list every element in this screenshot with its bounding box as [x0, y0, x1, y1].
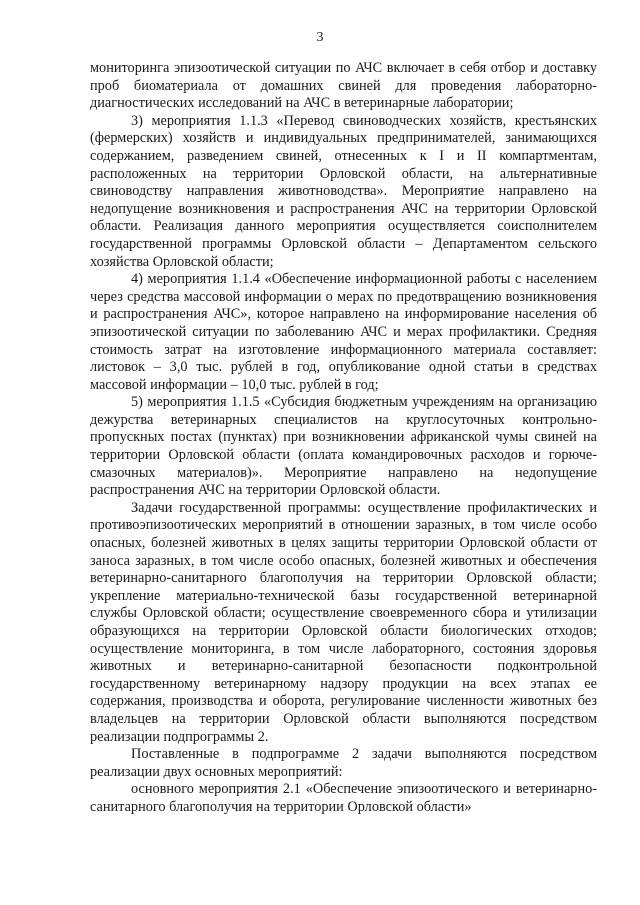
paragraph-measure-1-1-4: 4) мероприятия 1.1.4 «Обеспечение информационной работы с населением через средства массовой информации о мерах по предотвращению возникновения и распространения АЧС», которое направлено на информирование населения об эпизоотической ситуации по заболеванию АЧС и мерах профилактики. Средняя стоимость затрат на изготовление информационного материала составляет: листовок – 3,0 тыс. рублей в год, опубликование одной статьи в средствах массовой информации – 10,0 тыс. рублей в год;: [90, 271, 597, 393]
paragraph-measure-1-1-3: 3) мероприятия 1.1.3 «Перевод свиноводческих хозяйств, крестьянских (фермерских) хозяйств и индивидуальных предпринимателей, занимающихся содержанием, разведением свиней, отнесенных к I и II компартментам, расположенных на территории Орловской области, на альтернативные свиноводству направления животноводства». Мероприятие направлено на недопущение возникновения и распространения АЧС на территории Орловской области. Реализация данного мероприятия осуществляется соисполнителем государственной программы Орловской области – Департаментом сельского хозяйства Орловской области;: [90, 112, 597, 270]
paragraph-program-tasks: Задачи государственной программы: осуществление профилактических и противоэпизоотических мероприятий в отношении заразных, в том числе особо опасных, болезней животных в целях защиты территории Орловской области от заноса заразных, в том числе особо опасных, болезней животных и обеспечения ветеринарно-санитарного благополучия на территории Орловской области; укрепление материально-технической базы государственной ветеринарной службы Орловской области; осуществление своевременного сбора и утилизации образующихся на территории Орловской области биологических отходов; осуществление мониторинга, в том числе лабораторного, состояния здоровья животных и ветеринарно-санитарной безопасности подконтрольной государственному ветеринарному надзору продукции на всех этапах ее содержания, производства и оборота, регулирование численности животных без владельцев на территории Орловской области выполняются посредством реализации подпрограммы 2.: [90, 499, 597, 745]
paragraph-main-measure-2-1: основного мероприятия 2.1 «Обеспечение эпизоотического и ветеринарно-санитарного благополучия на территории Орловской области»: [90, 781, 597, 815]
paragraph-subprogram-2-tasks: Поставленные в подпрограмме 2 задачи выполняются посредством реализации двух основных мероприятий:: [90, 746, 597, 780]
document-body: [90, 60, 597, 817]
paragraph-monitoring-continued: мониторинга эпизоотической ситуации по АЧС включает в себя отбор и доставку проб биоматериала от домашних свиней для проведения лабораторно-диагностических исследований на АЧС в ветеринарные лаборатории;: [90, 60, 597, 112]
paragraph-measure-1-1-5: 5) мероприятия 1.1.5 «Субсидия бюджетным учреждениям на организацию дежурства ветеринарных специалистов на круглосуточных контрольно-пропускных постах (пунктах) при возникновении африканской чумы свиней на территории Орловской области (оплата командировочных расходов и горюче-смазочных материалов)». Мероприятие направлено на недопущение распространения АЧС на территории Орловской области.: [90, 394, 597, 499]
page-number: 3: [316, 30, 324, 45]
